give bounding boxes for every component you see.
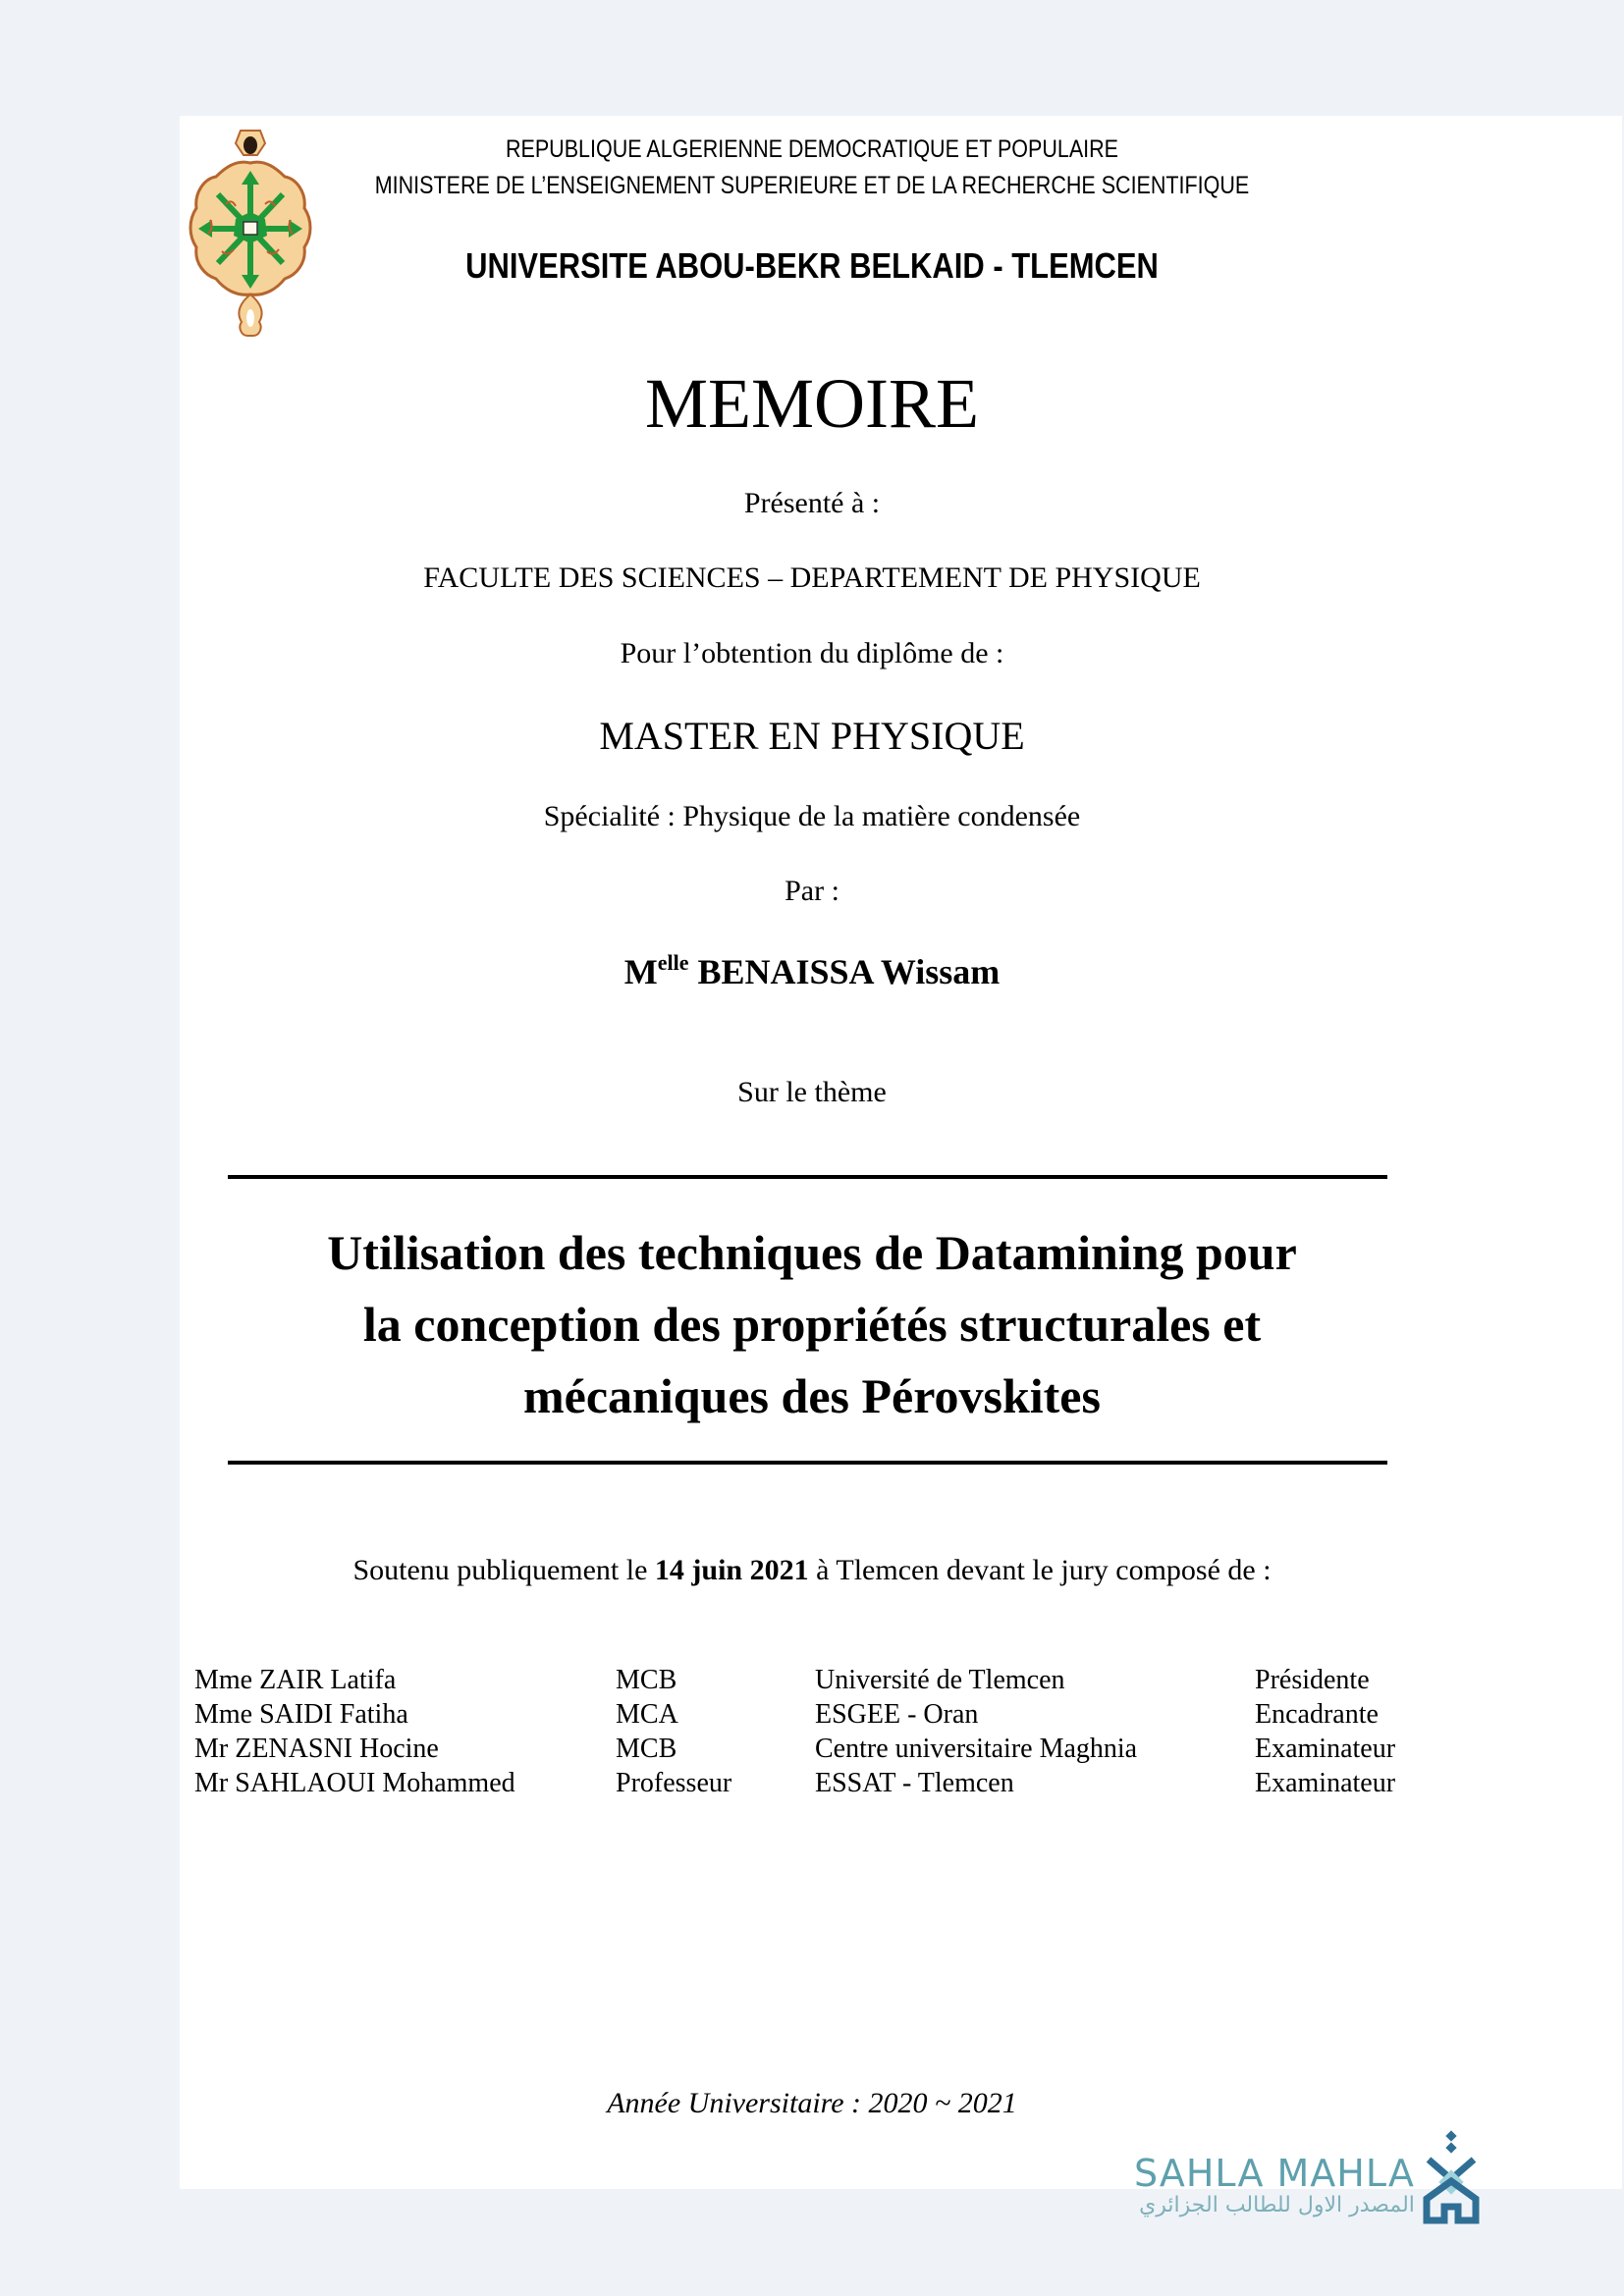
academic-year: Année Universitaire : 2020 ~ 2021 [607,2087,1017,2119]
jury-grade: MCB [616,1734,677,1764]
university-heading: UNIVERSITE ABOU-BEKR BELKAID - TLEMCEN [465,245,1159,286]
title-line: la conception des propriétés structurales et [362,1297,1262,1352]
jury-role: Présidente [1255,1665,1370,1695]
jury-role: Examinateur [1255,1734,1396,1764]
degree-intro-label: Pour l’obtention du diplôme de : [620,637,1004,669]
jury-grade: MCA [616,1699,678,1730]
by-label: Par : [785,875,839,907]
defense-date: 14 juin 2021 [654,1554,809,1586]
jury-name: Mme SAIDI Fatiha [194,1699,408,1730]
jury-grade: MCB [616,1665,677,1695]
title-line: mécaniques des Pérovskites [523,1368,1101,1423]
sahla-mahla-logo-icon [1419,2130,1484,2228]
jury-institution: ESSAT - Tlemcen [815,1768,1014,1798]
author-name: $M^{elle}$ BENAISSA Wissam [623,950,1001,991]
document-type-heading: MEMOIRE [645,364,979,443]
sahla-mahla-watermark [1134,2140,1484,2228]
watermark-tagline: المصدر الاول للطالب الجزائري [1139,2192,1415,2217]
jury-name: Mr SAHLAOUI Mohammed [194,1768,515,1798]
jury-role: Examinateur [1255,1768,1396,1798]
specialty-label: Spécialité : Physique de la matière condensée [543,800,1081,832]
thesis-title [0,1217,1624,1432]
jury-institution: Université de Tlemcen [815,1665,1065,1695]
degree-title: MASTER EN PHYSIQUE [599,714,1025,758]
jury-name: Mr ZENASNI Hocine [194,1734,439,1764]
jury-institution: ESGEE - Oran [815,1699,979,1730]
ministry-heading: MINISTERE DE L’ENSEIGNEMENT SUPERIEURE ET DE LA RECHERCHE SCIENTIFIQUE [374,172,1250,199]
faculty-label: FACULTE DES SCIENCES – DEPARTEMENT DE PHYSIQUE [423,561,1201,594]
theme-label: Sur le thème [737,1076,887,1108]
title-top-rule [228,1175,1387,1179]
jury-grade: Professeur [616,1768,732,1798]
defense-statement: Soutenu publiquement le 14 juin 2021 à Tlemcen devant le jury composé de : [352,1554,1272,1586]
title-bottom-rule [228,1461,1387,1465]
jury-institution: Centre universitaire Maghnia [815,1734,1138,1764]
republic-heading: REPUBLIQUE ALGERIENNE DEMOCRATIQUE ET POPULAIRE [505,135,1119,163]
title-line: Utilisation des techniques de Datamining pour [327,1225,1297,1280]
presented-to-label: Présenté à : [743,487,881,519]
jury-name: Mme ZAIR Latifa [194,1665,397,1695]
watermark-brand: SAHLA MAHLA [1134,2151,1415,2195]
jury-role: Encadrante [1255,1699,1379,1730]
